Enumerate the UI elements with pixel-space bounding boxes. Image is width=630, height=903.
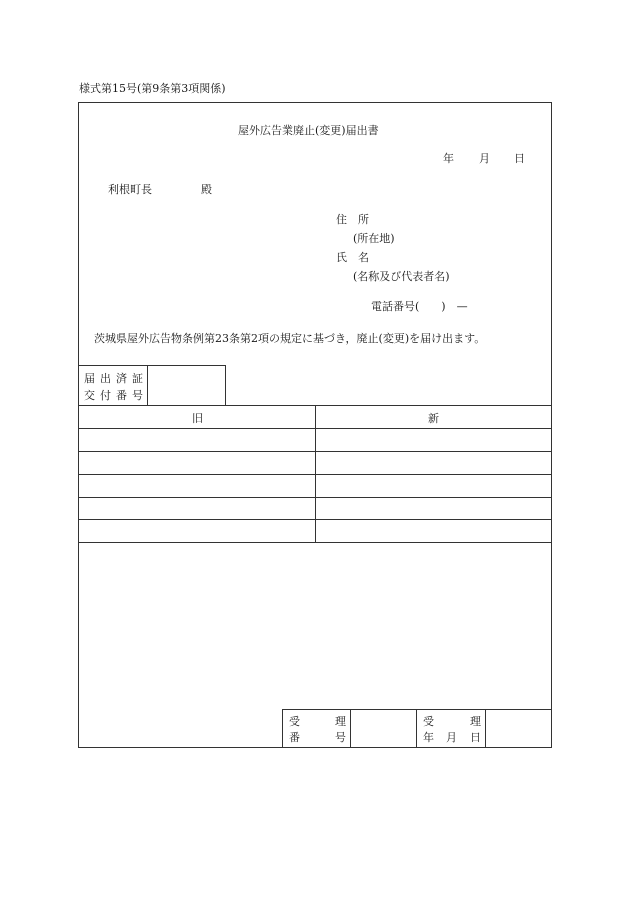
reception-date-label-1b: 理 — [470, 715, 481, 728]
reception-date-divider — [485, 709, 486, 748]
form-title: 屋外広告業廃止(変更)届出書 — [238, 124, 379, 137]
reception-number-label-1a: 受 — [289, 715, 300, 728]
reception-number-label-2b: 号 — [335, 731, 346, 744]
reception-date-label-2a: 年 — [423, 731, 434, 744]
table-bottom-line — [78, 542, 552, 543]
reception-number-divider — [350, 709, 351, 748]
name-sub-label: (名称及び代表者名) — [353, 270, 450, 283]
reception-left-line — [282, 709, 283, 748]
reception-top-line — [282, 709, 552, 710]
reception-date-value[interactable] — [487, 711, 550, 746]
reception-date-label-2c: 日 — [470, 731, 481, 744]
reception-number-label-1b: 理 — [335, 715, 346, 728]
reception-date-label-2b: 月 — [446, 731, 457, 744]
table-header-old: 旧 — [192, 412, 203, 425]
table-header-new: 新 — [428, 412, 439, 425]
certificate-number-value[interactable] — [150, 368, 223, 403]
name-label: 氏 名 — [336, 251, 369, 264]
table-column-divider — [315, 405, 316, 542]
reception-number-value[interactable] — [352, 711, 414, 746]
addressee-name: 利根町長 — [108, 183, 152, 196]
declaration-text: 茨城県屋外広告物条例第23条第2項の規定に基づき，廃止(変更)を届け出ます。 — [94, 332, 486, 345]
address-sub-label: (所在地) — [353, 232, 395, 245]
address-label: 住 所 — [336, 213, 369, 226]
certificate-top-line — [78, 365, 226, 366]
reception-number-label-2a: 番 — [289, 731, 300, 744]
certificate-right-line — [225, 365, 226, 405]
certificate-label-line2: 交付番号 — [84, 389, 148, 402]
reception-date-label-1a: 受 — [423, 715, 434, 728]
form-label: 様式第15号(第9条第3項関係) — [79, 82, 226, 95]
date-month: 月 — [479, 152, 490, 165]
date-day: 日 — [514, 152, 525, 165]
reception-middle-line — [416, 709, 417, 748]
addressee-honorific: 殿 — [201, 183, 212, 196]
date-year: 年 — [443, 152, 454, 165]
phone-label: 電話番号( ) — — [371, 300, 468, 313]
certificate-label-line1: 届出済証 — [84, 372, 148, 385]
